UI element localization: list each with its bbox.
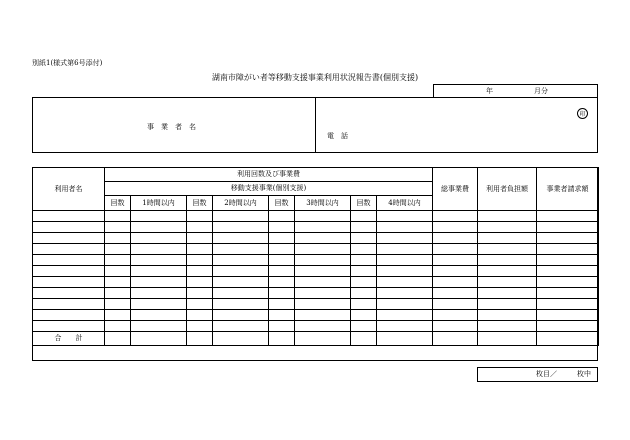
- table-cell[interactable]: [213, 233, 269, 244]
- table-cell[interactable]: [269, 233, 295, 244]
- user-name-cell[interactable]: [33, 233, 105, 244]
- table-cell[interactable]: [433, 211, 478, 222]
- table-cell[interactable]: [351, 288, 377, 299]
- table-row: [33, 255, 599, 266]
- table-cell[interactable]: [537, 211, 599, 222]
- table-cell[interactable]: [537, 299, 599, 310]
- table-cell[interactable]: [377, 277, 433, 288]
- table-cell[interactable]: [351, 255, 377, 266]
- user-name-cell[interactable]: [33, 299, 105, 310]
- table-cell[interactable]: [269, 321, 295, 332]
- table-cell[interactable]: [187, 222, 213, 233]
- usage-table: [32, 167, 599, 346]
- table-cell[interactable]: [433, 244, 478, 255]
- table-cell[interactable]: [377, 222, 433, 233]
- table-cell[interactable]: [295, 222, 351, 233]
- total-cell: [537, 332, 599, 346]
- table-cell[interactable]: [295, 277, 351, 288]
- table-cell[interactable]: [105, 266, 131, 277]
- provider-box: [32, 97, 598, 153]
- usage-header: 利用回数及び事業費: [105, 168, 433, 182]
- duration-header-1: 1時間以内: [131, 196, 187, 211]
- user-name-cell[interactable]: [33, 310, 105, 321]
- table-cell[interactable]: [433, 321, 478, 332]
- table-cell[interactable]: [295, 310, 351, 321]
- table-cell[interactable]: [377, 288, 433, 299]
- table-cell[interactable]: [433, 288, 478, 299]
- user-name-cell[interactable]: [33, 277, 105, 288]
- table-cell[interactable]: [295, 255, 351, 266]
- table-cell[interactable]: [478, 310, 537, 321]
- table-cell[interactable]: [187, 310, 213, 321]
- table-cell[interactable]: [537, 266, 599, 277]
- table-cell[interactable]: [478, 222, 537, 233]
- table-cell[interactable]: [478, 321, 537, 332]
- total-cell: [269, 332, 295, 346]
- table-cell[interactable]: [433, 255, 478, 266]
- table-cell[interactable]: [351, 222, 377, 233]
- table-cell[interactable]: [351, 321, 377, 332]
- table-cell[interactable]: [269, 255, 295, 266]
- table-row: [33, 244, 599, 255]
- table-cell[interactable]: [537, 233, 599, 244]
- table-cell[interactable]: [187, 244, 213, 255]
- table-row: [33, 277, 599, 288]
- table-cell[interactable]: [105, 288, 131, 299]
- table-cell[interactable]: [269, 211, 295, 222]
- phone-label: 電 話: [327, 132, 348, 140]
- table-cell[interactable]: [537, 244, 599, 255]
- table-cell[interactable]: [433, 233, 478, 244]
- table-cell[interactable]: [269, 277, 295, 288]
- user-name-cell[interactable]: [33, 321, 105, 332]
- table-cell[interactable]: [187, 233, 213, 244]
- table-row: [33, 211, 599, 222]
- table-cell[interactable]: [213, 244, 269, 255]
- total-cell: [105, 332, 131, 346]
- total-row: [33, 332, 599, 346]
- table-cell[interactable]: [131, 310, 187, 321]
- table-cell[interactable]: [105, 233, 131, 244]
- total-cell: [187, 332, 213, 346]
- user-burden-header: 利用者負担額: [478, 168, 537, 211]
- table-cell[interactable]: [433, 277, 478, 288]
- table-row: [33, 299, 599, 310]
- table-cell[interactable]: [213, 255, 269, 266]
- table-cell[interactable]: [478, 266, 537, 277]
- table-row: [33, 310, 599, 321]
- table-cell[interactable]: [131, 222, 187, 233]
- attachment-label: 別紙1(様式第6号添付): [32, 59, 103, 67]
- table-cell[interactable]: [351, 277, 377, 288]
- period-box: [433, 84, 598, 98]
- table-cell[interactable]: [295, 244, 351, 255]
- seal-mark: 印: [577, 108, 588, 119]
- table-cell[interactable]: [537, 222, 599, 233]
- table-cell[interactable]: [295, 233, 351, 244]
- table-cell[interactable]: [537, 288, 599, 299]
- table-cell[interactable]: [537, 255, 599, 266]
- table-cell[interactable]: [269, 222, 295, 233]
- table-cell[interactable]: [131, 244, 187, 255]
- table-cell[interactable]: [269, 266, 295, 277]
- year-label: 年: [486, 87, 493, 95]
- table-cell[interactable]: [105, 255, 131, 266]
- count-header-3: 回数: [269, 196, 295, 211]
- table-cell[interactable]: [213, 266, 269, 277]
- table-cell[interactable]: [131, 266, 187, 277]
- user-name-cell[interactable]: [33, 211, 105, 222]
- total-cell: [433, 332, 478, 346]
- table-cell[interactable]: [131, 277, 187, 288]
- total-cell: [478, 332, 537, 346]
- table-cell[interactable]: [131, 321, 187, 332]
- service-header: 移動支援事業(個別支援): [105, 182, 433, 196]
- table-cell[interactable]: [105, 321, 131, 332]
- table-cell[interactable]: [295, 321, 351, 332]
- table-cell[interactable]: [131, 299, 187, 310]
- table-cell[interactable]: [478, 288, 537, 299]
- user-name-header: 利用者名: [33, 168, 105, 211]
- table-cell[interactable]: [213, 288, 269, 299]
- table-row: [33, 266, 599, 277]
- count-header-4: 回数: [351, 196, 377, 211]
- table-cell[interactable]: [351, 310, 377, 321]
- table-cell[interactable]: [478, 299, 537, 310]
- table-cell[interactable]: [269, 310, 295, 321]
- table-cell[interactable]: [131, 288, 187, 299]
- count-header-1: 回数: [105, 196, 131, 211]
- table-cell[interactable]: [295, 211, 351, 222]
- table-cell[interactable]: [537, 321, 599, 332]
- table-cell[interactable]: [377, 233, 433, 244]
- table-row: [33, 233, 599, 244]
- table-cell[interactable]: [478, 277, 537, 288]
- table-cell[interactable]: [377, 310, 433, 321]
- table-cell[interactable]: [351, 299, 377, 310]
- table-cell[interactable]: [351, 211, 377, 222]
- table-cell[interactable]: [187, 211, 213, 222]
- table-cell[interactable]: [377, 321, 433, 332]
- table-cell[interactable]: [351, 233, 377, 244]
- table-cell[interactable]: [131, 255, 187, 266]
- table-cell[interactable]: [105, 222, 131, 233]
- table-cell[interactable]: [105, 277, 131, 288]
- table-cell[interactable]: [433, 266, 478, 277]
- duration-header-3: 3時間以内: [295, 196, 351, 211]
- total-cell: [131, 332, 187, 346]
- table-cell[interactable]: [377, 244, 433, 255]
- document-title: 湖南市障がい者等移動支援事業利用状況報告書(個別支援): [211, 73, 419, 82]
- user-name-cell[interactable]: [33, 266, 105, 277]
- table-cell[interactable]: [478, 233, 537, 244]
- table-cell[interactable]: [131, 233, 187, 244]
- total-cost-header: 総事業費: [433, 168, 478, 211]
- table-cell[interactable]: [433, 310, 478, 321]
- table-cell[interactable]: [478, 255, 537, 266]
- table-cell[interactable]: [131, 211, 187, 222]
- total-cell: [377, 332, 433, 346]
- table-cell[interactable]: [213, 299, 269, 310]
- provider-divider: [315, 98, 316, 152]
- table-cell[interactable]: [269, 244, 295, 255]
- total-cell: [213, 332, 269, 346]
- table-cell[interactable]: [351, 244, 377, 255]
- table-cell[interactable]: [377, 255, 433, 266]
- table-cell[interactable]: [295, 288, 351, 299]
- table-cell[interactable]: [187, 288, 213, 299]
- table-cell[interactable]: [105, 299, 131, 310]
- table-cell[interactable]: [295, 299, 351, 310]
- table-cell[interactable]: [377, 266, 433, 277]
- user-name-cell[interactable]: [33, 222, 105, 233]
- table-cell[interactable]: [213, 277, 269, 288]
- table-cell[interactable]: [187, 299, 213, 310]
- total-cell: [351, 332, 377, 346]
- table-cell[interactable]: [269, 288, 295, 299]
- table-cell[interactable]: [377, 299, 433, 310]
- table-cell[interactable]: [105, 310, 131, 321]
- month-label: 月分: [534, 87, 548, 95]
- table-cell[interactable]: [213, 211, 269, 222]
- table-cell[interactable]: [377, 211, 433, 222]
- user-name-cell[interactable]: [33, 288, 105, 299]
- table-cell[interactable]: [433, 299, 478, 310]
- table-cell[interactable]: [213, 321, 269, 332]
- table-cell[interactable]: [187, 255, 213, 266]
- total-row-label: 合 計: [33, 332, 105, 346]
- provider-claim-header: 事業者請求額: [537, 168, 599, 211]
- total-cell: [295, 332, 351, 346]
- table-cell[interactable]: [537, 310, 599, 321]
- data-rows: [33, 211, 599, 332]
- table-cell[interactable]: [187, 266, 213, 277]
- table-row: [33, 321, 599, 332]
- user-name-cell[interactable]: [33, 244, 105, 255]
- table-cell[interactable]: [213, 222, 269, 233]
- pagination-box: [477, 367, 598, 382]
- duration-header-2: 2時間以内: [213, 196, 269, 211]
- duration-header-4: 4時間以内: [377, 196, 433, 211]
- table-cell[interactable]: [105, 211, 131, 222]
- table-cell[interactable]: [105, 244, 131, 255]
- table-cell[interactable]: [187, 277, 213, 288]
- page-number-label: 枚目／: [536, 370, 557, 378]
- table-row: [33, 222, 599, 233]
- page-total-label: 枚中: [577, 370, 591, 378]
- table-cell[interactable]: [537, 277, 599, 288]
- table-cell[interactable]: [433, 222, 478, 233]
- table-cell[interactable]: [478, 211, 537, 222]
- count-header-2: 回数: [187, 196, 213, 211]
- table-cell[interactable]: [478, 244, 537, 255]
- table-cell[interactable]: [269, 299, 295, 310]
- provider-name-label: 事 業 者 名: [147, 123, 196, 131]
- table-cell[interactable]: [295, 266, 351, 277]
- table-row: [33, 288, 599, 299]
- table-cell[interactable]: [213, 310, 269, 321]
- table-cell[interactable]: [187, 321, 213, 332]
- user-name-cell[interactable]: [33, 255, 105, 266]
- table-cell[interactable]: [351, 266, 377, 277]
